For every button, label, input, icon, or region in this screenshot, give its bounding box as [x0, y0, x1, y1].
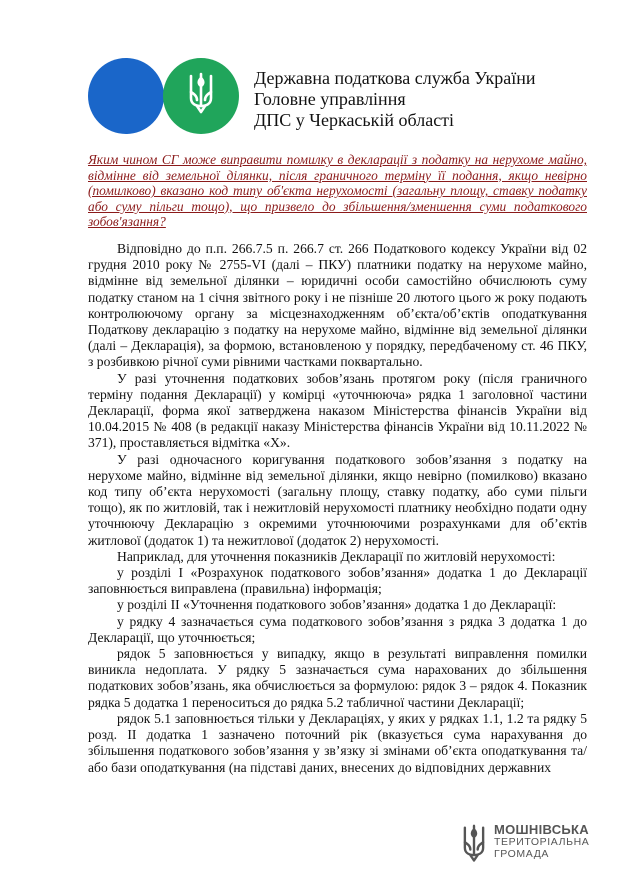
- trident-icon: [460, 824, 488, 866]
- answer-body: [88, 241, 587, 776]
- paragraph: у розділі І «Розрахунок податкового зобов’язання» додатка 1 до Декларації заповнюється виправлена (правильна) інформація;: [88, 565, 587, 597]
- paragraph: У разі одночасного коригування податкового зобов’язання з податку на нерухоме майно, відмінне від земельної ділянки, якщо невірно (помилково) вказано код типу об’єкта нерухомості (загальну площу, ставку податку, або суми пільги тощо), як по житловій, так і нежитловій нерухомості платнику необхідно подати одну уточнюючу Декларацію з окремими уточнюючими розрахунками для об’єктів житлової (додаток 1) та нежитлової (додаток 2) нерухомості.: [88, 451, 587, 548]
- organization-name: [254, 68, 536, 131]
- paragraph: у рядку 4 зазначається сума податкового зобов’язання з рядка 3 додатка 1 до Декларації, що уточнюється;: [88, 613, 587, 645]
- paragraph: Наприклад, для уточнення показників Декларації по житловій нерухомості:: [117, 548, 556, 564]
- paragraph: у розділі ІІ «Уточнення податкового зобов’язання» додатка 1 до Декларації:: [117, 597, 557, 613]
- dps-logo-blue-circle: [88, 58, 164, 134]
- community-line-3: ГРОМАДА: [494, 848, 550, 860]
- paragraph: Відповідно до п.п. 266.7.5 п. 266.7 ст. 266 Податкового кодексу України від 02 грудня 2010 року № 2755-VI (далі – ПКУ) платники податку на нерухоме майно, відмінне від земельної ділянки – юридичні особи самостійно обчислюють суму податку станом на 1 січня звітного року і не пізніше 20 лютого цього ж року подають контролюючому органу за місцезнаходженням об’єкта/об’єктів оподаткування Податкову декларацію з податку на нерухоме майно, відмінне від земельної ділянки (далі – Декларація), за формою, встановленою у порядку, передбаченому ст. 46 ПКУ, з розбивкою річної суми рівними частками поквартально.: [88, 241, 587, 370]
- paragraph: рядок 5 заповнюється у випадку, якщо в результаті виправлення помилки виникла недоплата. У рядку 5 зазначається сума нарахованих до збільшення податкових зобов’язань, яка обчислюється за формулою: рядок 3 – рядок 4. Показник рядка 5 додатка 1 переноситься до рядка 5.2 табличної частини Декларації;: [88, 646, 587, 710]
- community-line-2: ТЕРИТОРІАЛЬНА: [494, 836, 590, 848]
- org-line-3: ДПС у Черкаській області: [254, 110, 455, 130]
- paragraph: рядок 5.1 заповнюється тільки у Деклараціях, у яких у рядках 1.1, 1.2 та рядку 5 розд. ІІ додатка 1 зазначено поточний рік (вказується сума нарахування до збільшення податкового зобов’язання у зв’язку зі змінами об’єкта оподаткування та/або бази оподаткування (на підставі даних, внесених до відповідних державних: [88, 710, 587, 775]
- trident-icon: [188, 72, 214, 118]
- org-line-2: Головне управління: [254, 89, 406, 109]
- org-line-1: Державна податкова служба України: [254, 68, 536, 88]
- community-line-1: МОШНІВСЬКА: [494, 822, 589, 837]
- paragraph: У разі уточнення податкових зобов’язань протягом року (після граничного терміну подання Декларації) у комірці «уточнююча» рядка 1 заголовної частини Декларації, форма якої затверджена наказом Міністерства фінансів України від 10.04.2015 № 408 (в редакції наказу Міністерства фінансів України від 10.11.2022 № 371), проставляється відмітка «Х».: [88, 370, 587, 451]
- community-name: [494, 824, 589, 860]
- dps-logo-green-circle: [163, 58, 239, 134]
- question-heading: Яким чином СГ може виправити помилку в декларації з податку на нерухоме майно, відмінне від земельної ділянки, після граничного терміну її подання, якщо невірно (помилково) вказано код типу об'єкта нерухомості (загальну площу, ставку податку або суму пільги тощо), що призвело до збільшення/зменшення суми податкового зобов'язання?: [88, 152, 587, 230]
- community-logo: [460, 822, 610, 868]
- letterhead: [88, 52, 568, 136]
